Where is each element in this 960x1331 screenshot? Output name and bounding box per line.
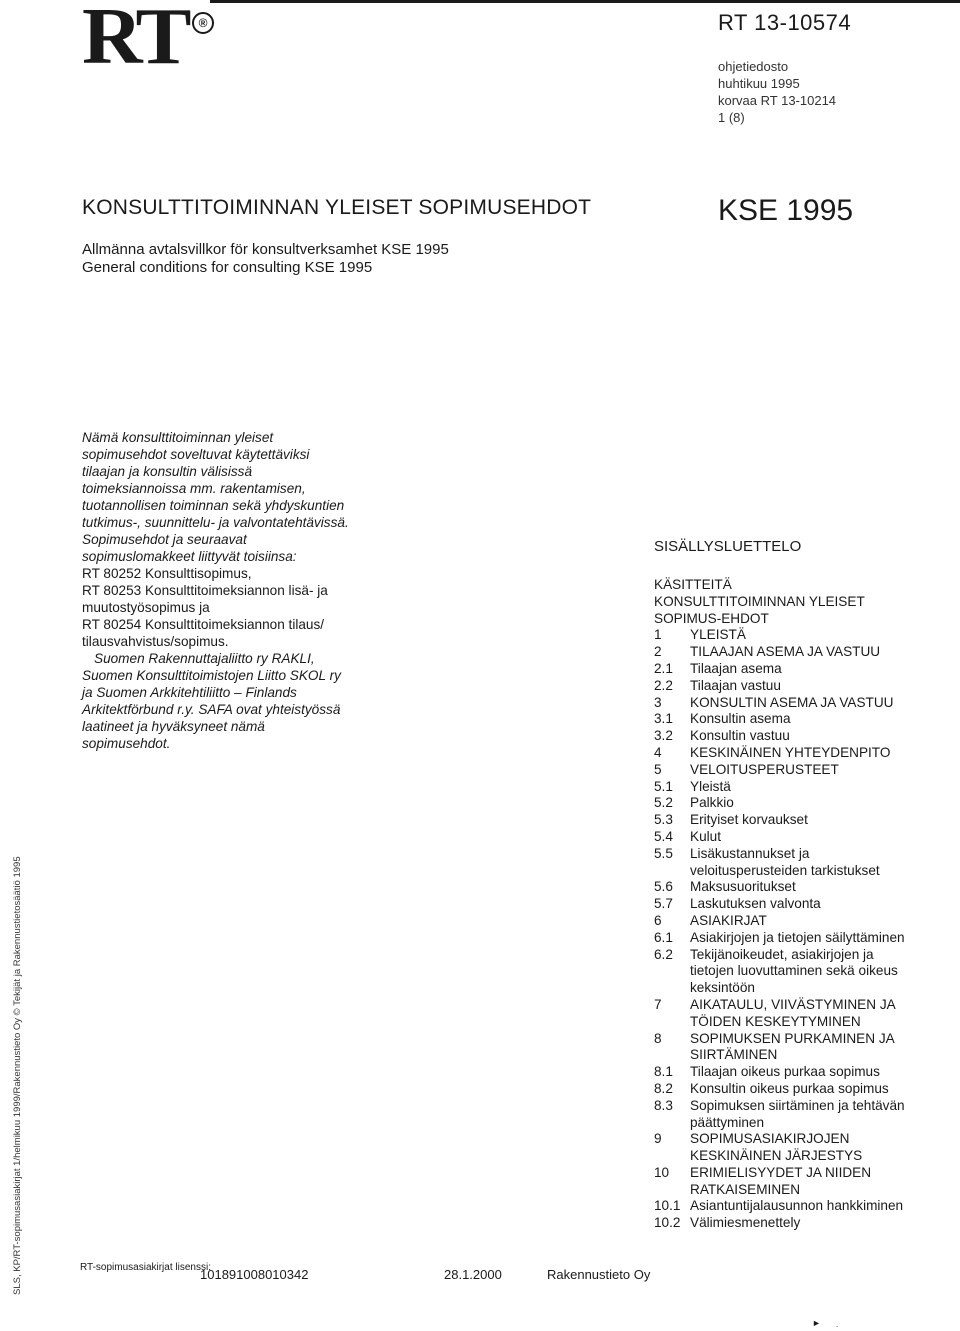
main-title: KONSULTTITOIMINNAN YLEISET SOPIMUSEHDOT (82, 196, 592, 219)
intro-ref-3: RT 80254 Konsulttitoimeksiannon tilaus/ tilausvahvistus/sopimus. (82, 617, 325, 649)
toc-item (654, 1165, 914, 1199)
side-copyright-text: SLS, KP/RT-sopimusasiakirjat 1/helmikuu 1999/Rakennustieto Oy © Tekijät ja Rakennustietosäätiö 1995 (12, 856, 23, 1295)
toc-item (654, 728, 914, 745)
document-number: RT 13-10574 (718, 10, 852, 35)
short-title: KSE 1995 (718, 194, 854, 227)
toc-item-number: 5.2 (654, 795, 673, 811)
subtitles (82, 241, 449, 277)
toc-item-label: Laskutuksen valvonta (690, 896, 821, 912)
toc-item-number: 2.1 (654, 660, 673, 676)
toc-item-number: 6 (654, 912, 662, 928)
toc-item (654, 846, 914, 880)
toc-item (654, 1215, 914, 1232)
intro-text (82, 429, 352, 752)
toc-item-label: Yleistä (690, 778, 731, 794)
toc-heading: SISÄLLYSLUETTELO (654, 538, 802, 555)
toc-item-number: 2 (654, 644, 662, 660)
publisher: Rakennustieto Oy (547, 1267, 651, 1282)
toc-item-label: Erityiset korvaukset (690, 812, 808, 828)
toc-item-number: 6.1 (654, 929, 673, 945)
toc-item (654, 829, 914, 846)
toc-item-label: Konsultin vastuu (690, 728, 790, 744)
toc-item-number: 5 (654, 761, 662, 777)
toc-item-number: 2.2 (654, 677, 673, 693)
toc-item-label: VELOITUSPERUSTEET (690, 761, 839, 777)
toc-item-number: 8.3 (654, 1097, 673, 1113)
toc-item-number: 3.2 (654, 728, 673, 744)
toc-item (654, 1131, 914, 1165)
toc-item (654, 661, 914, 678)
toc-item-label: ASIAKIRJAT (690, 912, 767, 928)
toc-item-number: 5.7 (654, 896, 673, 912)
toc-item-label: SOPIMUKSEN PURKAMINEN JA SIIRTÄMINEN (690, 1030, 894, 1063)
toc-item-number: 8.2 (654, 1080, 673, 1096)
next-page-arrow-icon[interactable]: ► (812, 1318, 821, 1328)
toc-item (654, 896, 914, 913)
toc-item-number: 4 (654, 744, 662, 760)
logo-text: RT (82, 0, 188, 81)
toc-item-number: 5.6 (654, 879, 673, 895)
subtitle-swedish: Allmänna avtalsvillkor för konsultverksamhet KSE 1995 (82, 241, 449, 258)
toc-item-number: 7 (654, 996, 662, 1012)
toc-item-number: 5.5 (654, 845, 673, 861)
toc-item (654, 695, 914, 712)
header-rule (210, 0, 960, 3)
toc-item-label: ERIMIELISYYDET JA NIIDEN RATKAISEMINEN (690, 1164, 872, 1197)
toc-item-label: Asiantuntijalausunnon hankkiminen (690, 1198, 904, 1214)
toc-item-label: Maksusuoritukset (690, 879, 796, 895)
license-label: RT-sopimusasiakirjat lisenssi: (80, 1262, 211, 1273)
toc-item-label: TILAAJAN ASEMA JA VASTUU (690, 644, 881, 660)
toc-item (654, 711, 914, 728)
toc-item-number: 3.1 (654, 711, 673, 727)
toc-item-label: Kulut (690, 828, 721, 844)
toc-item-number: 5.4 (654, 828, 673, 844)
toc-item-number: 9 (654, 1131, 662, 1147)
toc-pre-item: KONSULTTITOIMINNAN YLEISET SOPIMUS-EHDOT (654, 593, 865, 626)
toc-item-number: 1 (654, 627, 662, 643)
toc-item-label: Tilaajan vastuu (690, 677, 781, 693)
intro-paragraph-1: Nämä konsulttitoiminnan yleiset sopimusehdot soveltuvat käytettäviksi tilaajan ja konsultin välisissä toimeksiannoissa mm. rakentamisen, tuotannollisen toiminnan sekä yhdyskuntien tutkimus-, suunnittelu- ja valvontatehtävissä. Sopimusehdot ja seuraavat sopimuslomakkeet liittyvät toisiinsa: (82, 430, 349, 564)
toc-item (654, 997, 914, 1031)
meta-replaces: korvaa RT 13-10214 (718, 93, 837, 108)
intro-paragraph-2: Suomen Rakennuttajaliitto ry RAKLI, Suomen Konsulttitoimistojen Liitto SKOL ry ja Suomen Arkkitehtiliitto – Finlands Arkitektförbund r.y. SAFA ovat yhteistyössä laatineet ja hyväksyneet nämä sopimusehdot. (82, 651, 341, 751)
toc-item (654, 762, 914, 779)
toc-item-number: 10.1 (654, 1198, 681, 1214)
toc-item-label: KONSULTIN ASEMA JA VASTUU (690, 694, 894, 710)
toc-item (654, 913, 914, 930)
toc-item (654, 812, 914, 829)
meta-date: huhtikuu 1995 (718, 76, 800, 91)
toc-item-number: 10 (654, 1164, 670, 1180)
toc-item-label: Konsultin asema (690, 711, 791, 727)
toc-item-label: Välimiesmenettely (690, 1215, 801, 1231)
toc-item-label: SOPIMUSASIAKIRJOJEN KESKINÄINEN JÄRJESTYS (690, 1131, 863, 1164)
toc-item (654, 1031, 914, 1065)
toc-item (654, 930, 914, 947)
toc-item-number: 8 (654, 1030, 662, 1046)
toc-pre-item: KÄSITTEITÄ (654, 577, 732, 592)
footer-dot: . (836, 1320, 839, 1329)
toc-item (654, 644, 914, 661)
toc-item-number: 6.2 (654, 946, 673, 962)
toc-item-label: YLEISTÄ (690, 627, 746, 643)
registered-mark: ® (192, 12, 214, 34)
toc-item-label: AIKATAULU, VIIVÄSTYMINEN JA TÖIDEN KESKEYTYMINEN (690, 996, 895, 1029)
toc-item-label: Palkkio (690, 795, 734, 811)
toc-item (654, 879, 914, 896)
table-of-contents (654, 577, 914, 1232)
toc-item-number: 10.2 (654, 1215, 681, 1231)
toc-item-label: Tekijänoikeudet, asiakirjojen ja tietojen luovuttaminen sekä oikeus keksintöön (690, 946, 898, 996)
toc-item (654, 1081, 914, 1098)
toc-item-label: Asiakirjojen ja tietojen säilyttäminen (690, 929, 905, 945)
document-meta (718, 58, 836, 126)
toc-item (654, 678, 914, 695)
toc-item (654, 1098, 914, 1132)
toc-item (654, 627, 914, 644)
toc-item-label: Konsultin oikeus purkaa sopimus (690, 1080, 889, 1096)
subtitle-english: General conditions for consulting KSE 1995 (82, 259, 373, 276)
toc-item-label: KESKINÄINEN YHTEYDENPITO (690, 744, 891, 760)
toc-item (654, 795, 914, 812)
toc-item-label: Tilaajan asema (690, 660, 782, 676)
toc-item-number: 8.1 (654, 1064, 673, 1080)
toc-item-label: Lisäkustannukset ja veloitusperusteiden tarkistukset (690, 845, 880, 878)
toc-item (654, 779, 914, 796)
meta-page: 1 (8) (718, 110, 745, 125)
intro-ref-2: RT 80253 Konsulttitoimeksiannon lisä- ja muutostyösopimus ja (82, 583, 328, 615)
meta-type: ohjetiedosto (718, 59, 789, 74)
license-date: 28.1.2000 (444, 1267, 502, 1282)
toc-item-number: 5.3 (654, 812, 673, 828)
toc-item (654, 1198, 914, 1215)
rt-logo (82, 0, 208, 81)
toc-item-label: Tilaajan oikeus purkaa sopimus (690, 1064, 880, 1080)
toc-item-label: Sopimuksen siirtäminen ja tehtävän päättyminen (690, 1097, 905, 1130)
toc-item-number: 3 (654, 694, 662, 710)
toc-item (654, 745, 914, 762)
toc-item (654, 947, 914, 997)
license-code: 101891008010342 (200, 1267, 309, 1282)
toc-item (654, 1064, 914, 1081)
toc-item-number: 5.1 (654, 778, 673, 794)
intro-ref-1: RT 80252 Konsulttisopimus, (82, 566, 252, 581)
